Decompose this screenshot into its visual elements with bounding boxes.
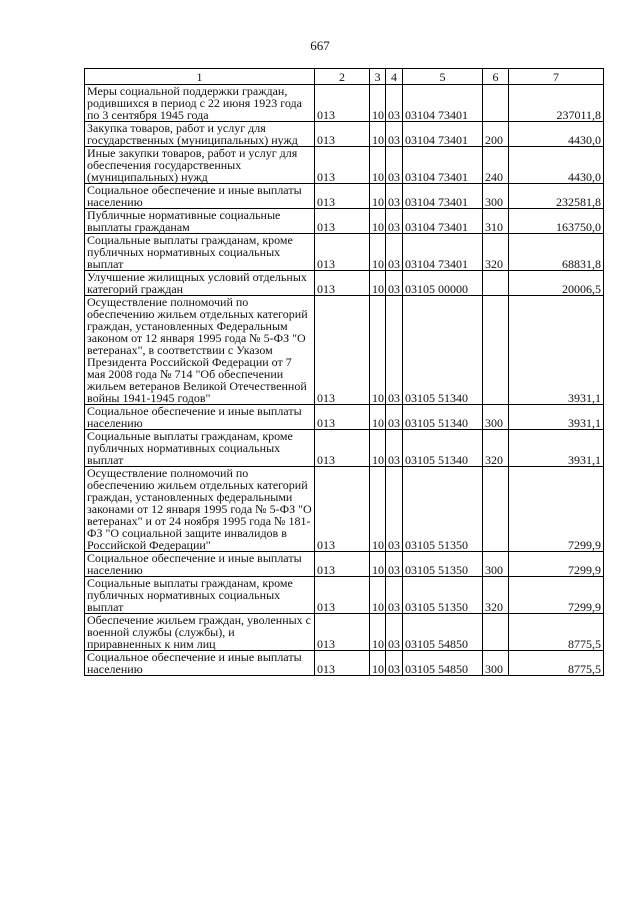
subsection-code: 03 [386, 577, 403, 614]
ministry-code: 013 [315, 651, 370, 676]
table-row [85, 209, 604, 234]
target-article-code: 03105 54850 [403, 614, 483, 651]
table-row [85, 614, 604, 651]
row-description: Социальные выплаты гражданам, кроме публичных нормативных социальных выплат [85, 577, 315, 614]
target-article-code: 03105 51350 [403, 467, 483, 552]
expense-type-code [483, 85, 509, 122]
row-description: Обеспечение жильем граждан, уволенных с военной службы (службы), и приравненных к ним лиц [85, 614, 315, 651]
target-article-code: 03105 51340 [403, 296, 483, 405]
ministry-code: 013 [315, 430, 370, 467]
amount: 7299,9 [509, 552, 604, 577]
row-description: Социальные выплаты гражданам, кроме публичных нормативных социальных выплат [85, 234, 315, 271]
amount: 4430,0 [509, 122, 604, 147]
section-code: 10 [370, 467, 386, 552]
expense-type-code: 320 [483, 577, 509, 614]
row-description: Меры социальной поддержки граждан, родившихся в период с 22 июня 1923 года по 3 сентября 1945 года [85, 85, 315, 122]
expense-type-code: 300 [483, 405, 509, 430]
section-code: 10 [370, 122, 386, 147]
column-header: 3 [370, 69, 386, 85]
section-code: 10 [370, 430, 386, 467]
amount: 8775,5 [509, 614, 604, 651]
table-row [85, 271, 604, 296]
page-number: 667 [310, 38, 330, 53]
ministry-code: 013 [315, 184, 370, 209]
target-article-code: 03104 73401 [403, 234, 483, 271]
target-article-code: 03104 73401 [403, 85, 483, 122]
column-header: 4 [386, 69, 403, 85]
subsection-code: 03 [386, 147, 403, 184]
row-description: Осуществление полномочий по обеспечению жильем отдельных категорий граждан, установленных федеральными законами от 12 января 1995 года № 5-ФЗ "О ветеранах" и от 24 ноября 1995 года № 181-ФЗ "О социальной защите инвалидов в Российской Федерации" [85, 467, 315, 552]
column-header: 2 [315, 69, 370, 85]
expense-type-code [483, 271, 509, 296]
column-header: 6 [483, 69, 509, 85]
section-code: 10 [370, 614, 386, 651]
target-article-code: 03104 73401 [403, 122, 483, 147]
subsection-code: 03 [386, 405, 403, 430]
table-row [85, 296, 604, 405]
row-description: Публичные нормативные социальные выплаты гражданам [85, 209, 315, 234]
section-code: 10 [370, 147, 386, 184]
target-article-code: 03104 73401 [403, 184, 483, 209]
column-header: 1 [85, 69, 315, 85]
table-row [85, 430, 604, 467]
target-article-code: 03105 51350 [403, 577, 483, 614]
expense-type-code [483, 614, 509, 651]
amount: 8775,5 [509, 651, 604, 676]
amount: 3931,1 [509, 405, 604, 430]
ministry-code: 013 [315, 405, 370, 430]
amount: 4430,0 [509, 147, 604, 184]
amount: 20006,5 [509, 271, 604, 296]
target-article-code: 03105 51340 [403, 405, 483, 430]
subsection-code: 03 [386, 651, 403, 676]
row-description: Социальное обеспечение и иные выплаты населению [85, 405, 315, 430]
section-code: 10 [370, 552, 386, 577]
subsection-code: 03 [386, 184, 403, 209]
section-code: 10 [370, 234, 386, 271]
row-description: Социальные выплаты гражданам, кроме публичных нормативных социальных выплат [85, 430, 315, 467]
amount: 3931,1 [509, 296, 604, 405]
ministry-code: 013 [315, 467, 370, 552]
row-description: Осуществление полномочий по обеспечению жильем отдельных категорий граждан, установленных Федеральным законом от 12 января 1995 года № 5-ФЗ "О ветеранах", в соответствии с Указом Президента Российской Федерации от 7 мая 2008 года № 714 "Об обеспечении жильем ветеранов Великой Отечественной войны 1941-1945 годов" [85, 296, 315, 405]
ministry-code: 013 [315, 209, 370, 234]
row-description: Иные закупки товаров, работ и услуг для обеспечения государственных (муниципальных) нужд [85, 147, 315, 184]
amount: 163750,0 [509, 209, 604, 234]
table-row [85, 552, 604, 577]
row-description: Социальное обеспечение и иные выплаты населению [85, 184, 315, 209]
expense-type-code: 300 [483, 651, 509, 676]
section-code: 10 [370, 651, 386, 676]
subsection-code: 03 [386, 209, 403, 234]
ministry-code: 013 [315, 614, 370, 651]
expense-type-code: 320 [483, 234, 509, 271]
target-article-code: 03104 73401 [403, 147, 483, 184]
table-row [85, 147, 604, 184]
ministry-code: 013 [315, 85, 370, 122]
row-description: Социальное обеспечение и иные выплаты населению [85, 552, 315, 577]
ministry-code: 013 [315, 552, 370, 577]
amount: 7299,9 [509, 467, 604, 552]
expense-type-code: 200 [483, 122, 509, 147]
row-description: Закупка товаров, работ и услуг для государственных (муниципальных) нужд [85, 122, 315, 147]
subsection-code: 03 [386, 614, 403, 651]
table-row [85, 184, 604, 209]
ministry-code: 013 [315, 577, 370, 614]
table-body [85, 85, 604, 676]
header-row [85, 69, 604, 85]
target-article-code: 03105 54850 [403, 651, 483, 676]
subsection-code: 03 [386, 430, 403, 467]
section-code: 10 [370, 405, 386, 430]
subsection-code: 03 [386, 85, 403, 122]
table-row [85, 234, 604, 271]
target-article-code: 03105 00000 [403, 271, 483, 296]
expense-type-code: 300 [483, 184, 509, 209]
section-code: 10 [370, 209, 386, 234]
table-row [85, 85, 604, 122]
column-header: 7 [509, 69, 604, 85]
subsection-code: 03 [386, 552, 403, 577]
table-row [85, 405, 604, 430]
expense-type-code [483, 467, 509, 552]
amount: 68831,8 [509, 234, 604, 271]
section-code: 10 [370, 184, 386, 209]
subsection-code: 03 [386, 271, 403, 296]
expense-type-code: 320 [483, 430, 509, 467]
amount: 237011,8 [509, 85, 604, 122]
subsection-code: 03 [386, 234, 403, 271]
target-article-code: 03105 51350 [403, 552, 483, 577]
row-description: Улучшение жилищных условий отдельных категорий граждан [85, 271, 315, 296]
ministry-code: 013 [315, 234, 370, 271]
section-code: 10 [370, 296, 386, 405]
expense-type-code: 310 [483, 209, 509, 234]
table-row [85, 577, 604, 614]
target-article-code: 03104 73401 [403, 209, 483, 234]
column-header: 5 [403, 69, 483, 85]
subsection-code: 03 [386, 467, 403, 552]
budget-table [84, 68, 604, 676]
table-row [85, 651, 604, 676]
subsection-code: 03 [386, 296, 403, 405]
amount: 7299,9 [509, 577, 604, 614]
amount: 3931,1 [509, 430, 604, 467]
subsection-code: 03 [386, 122, 403, 147]
table-row [85, 467, 604, 552]
target-article-code: 03105 51340 [403, 430, 483, 467]
row-description: Социальное обеспечение и иные выплаты населению [85, 651, 315, 676]
ministry-code: 013 [315, 122, 370, 147]
expense-type-code: 240 [483, 147, 509, 184]
expense-type-code [483, 296, 509, 405]
ministry-code: 013 [315, 271, 370, 296]
section-code: 10 [370, 85, 386, 122]
amount: 232581,8 [509, 184, 604, 209]
ministry-code: 013 [315, 296, 370, 405]
ministry-code: 013 [315, 147, 370, 184]
table-row [85, 122, 604, 147]
expense-type-code: 300 [483, 552, 509, 577]
section-code: 10 [370, 577, 386, 614]
section-code: 10 [370, 271, 386, 296]
